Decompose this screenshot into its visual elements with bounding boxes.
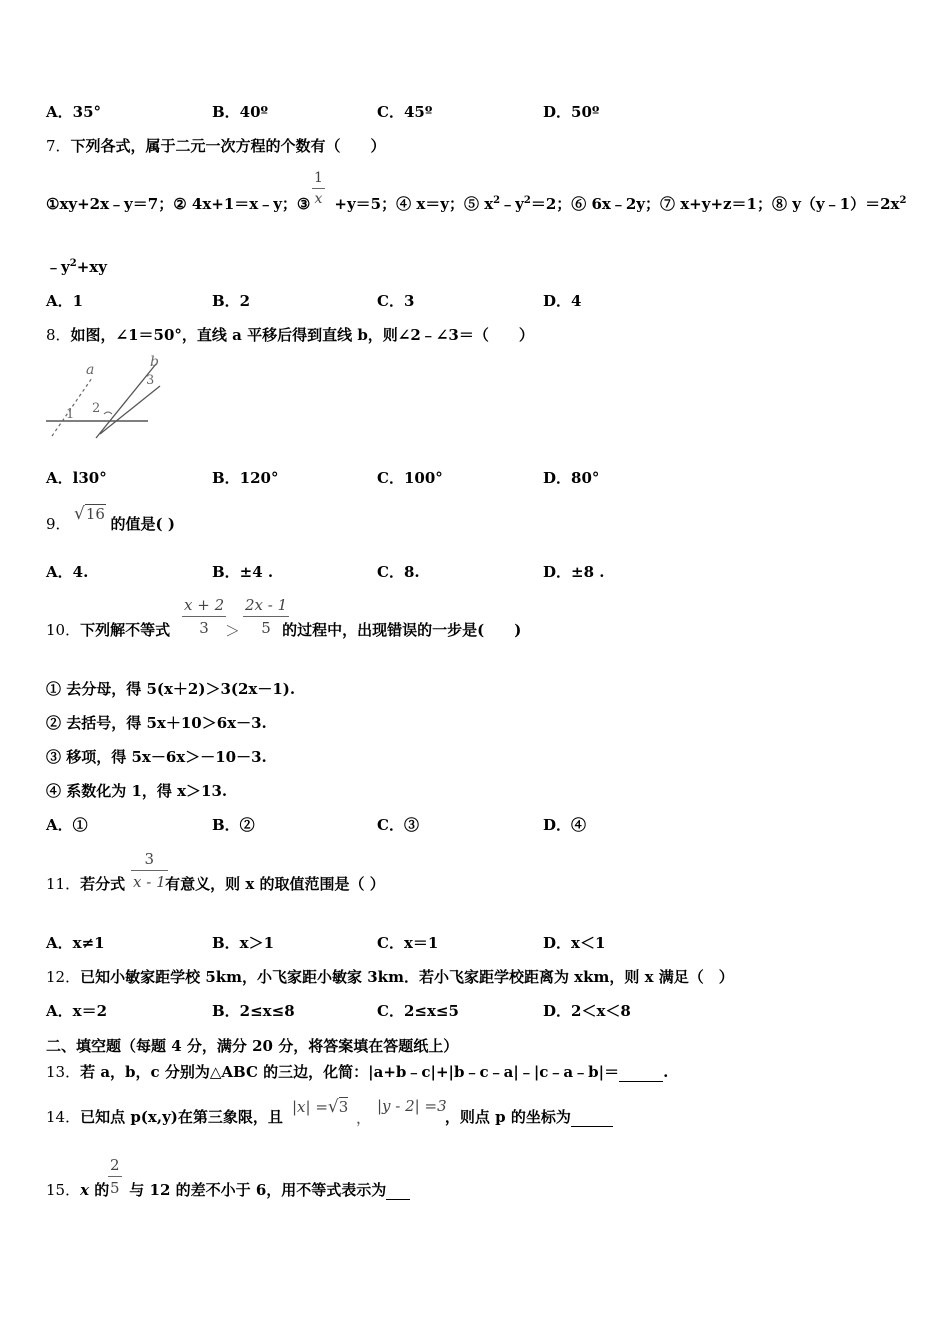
q8-line-c (100, 386, 160, 434)
q7-sup-d: 2 (69, 258, 77, 269)
q12-option-a: A．x＝2 (46, 1002, 108, 1020)
q8-stem-line (46, 325, 534, 345)
q8-label-1: 1 (66, 407, 75, 422)
q15-frac-bar (108, 1176, 122, 1177)
q13-stem: 若 a，b，c 分别为△ABC 的三边，化简：|a+b﹣c|+|b﹣c﹣a|﹣|c﹣a﹣b|＝ (80, 1063, 620, 1081)
q14-answer-blank[interactable] (571, 1126, 613, 1127)
q7-items-b: +y＝5；④ x＝y；⑤ x (334, 195, 494, 213)
q14-comma: ， (356, 1109, 372, 1127)
q8-option-c: C．100° (377, 469, 443, 487)
q14-number: 14． (46, 1108, 81, 1126)
q7-sup-b: 2 (523, 195, 531, 206)
q10-option-d: D．④ (543, 816, 587, 834)
q14-radical-icon: √ (327, 1097, 339, 1117)
q14-abs-y: |y - 2| =3 (377, 1097, 447, 1115)
q7-stem-line (46, 136, 386, 156)
q10-rhs-bar (243, 616, 289, 617)
q9-option-b: B．±4 . (212, 563, 274, 581)
q10-rhs-den: 5 (261, 619, 271, 637)
q9-stem-line (46, 514, 175, 534)
q10-lhs-den: 3 (199, 619, 209, 637)
q10-lhs-bar (182, 616, 226, 617)
section-2-title: 二、填空题（每题 4 分，满分 20 分，将答案填在答题纸上） (46, 1037, 459, 1055)
q9-option-a: A．4. (46, 563, 89, 581)
q10-rhs-num: 2x - 1 (245, 596, 288, 614)
q6-option-c: C．45º (377, 103, 433, 121)
q10-step-2: ② 去括号，得 5x＋10＞6x－3. (46, 714, 267, 732)
q10-step-3: ③ 移项，得 5x－6x＞－10－3. (46, 748, 267, 766)
q13-number: 13． (46, 1063, 81, 1081)
q7-option-a: A．1 (46, 292, 84, 310)
q8-angle-arc (104, 412, 112, 414)
q7-sup-c: 2 (899, 195, 907, 206)
q9-option-d: D．±8 . (543, 563, 605, 581)
q14-stem-a: 已知点 p(x,y)在第三象限，且 (80, 1108, 283, 1126)
q11-frac-num: 3 (144, 850, 155, 868)
q8-option-b: B．120° (212, 469, 279, 487)
q8-stem: 如图，∠1＝50°，直线 a 平移后得到直线 b，则∠2﹣∠3＝（ ） (70, 326, 534, 344)
q14-abs-x-expr: |x| = (292, 1098, 328, 1116)
q7-items-line2 (46, 257, 107, 277)
q12-option-d: D．2＜x＜8 (543, 1002, 631, 1020)
q10-option-b: B．② (212, 816, 255, 834)
q7-items-line2-a: ﹣y (46, 258, 70, 276)
q15-stem-line (46, 1180, 410, 1200)
q8-label-3: 3 (146, 373, 155, 388)
q14-stem-b: ，则点 p 的坐标为 (444, 1108, 571, 1126)
q7-items-line2-b: +xy (76, 258, 107, 276)
q9-radical-icon: √ (74, 504, 85, 524)
q7-items-c: ﹣y (500, 195, 524, 213)
q11-stem-a: 若分式 (80, 875, 126, 893)
q8-figure (42, 352, 159, 444)
q11-fraction (131, 850, 168, 891)
q12-option-c: C．2≤x≤5 (377, 1002, 459, 1020)
q11-stem-line (46, 874, 385, 894)
q7-items-a: ①xy+2x﹣y＝7；② 4x+1＝x﹣y；③ (46, 195, 311, 213)
q11-stem-b: 有意义，则 x 的取值范围是（ ） (165, 875, 385, 893)
q12-option-b: B．2≤x≤8 (212, 1002, 295, 1020)
q10-rhs-fraction (243, 596, 289, 637)
q11-option-d: D．x＜1 (543, 934, 606, 952)
q10-lhs-num: x + 2 (184, 596, 225, 614)
q10-lhs-fraction (182, 596, 226, 637)
q10-stem-a: 下列解不等式 (80, 621, 171, 639)
q7-number: 7． (46, 137, 71, 155)
q15-frac-num: 2 (110, 1156, 120, 1174)
q7-items-d: ＝2；⑥ 6x﹣2y；⑦ x+y+z＝1；⑧ y（y﹣1）＝2x (530, 195, 900, 213)
q8-number: 8． (46, 326, 71, 344)
q10-number: 10． (46, 621, 81, 639)
q15-stem: 与 12 的差不小于 6，用不等式表示为 (129, 1181, 387, 1199)
q15-de: 的 (94, 1181, 110, 1199)
q11-option-b: B．x＞1 (212, 934, 275, 952)
q7-sup-a: 2 (493, 195, 501, 206)
q11-number: 11． (46, 875, 81, 893)
q10-greater-than: ＞ (225, 622, 241, 640)
q12-stem-line (46, 967, 734, 987)
q7-stem: 下列各式，属于二元一次方程的个数有（ ） (70, 137, 386, 155)
q8-label-2: 2 (92, 401, 101, 416)
q7-frac-bar (312, 188, 325, 189)
q11-option-a: A．x≠1 (46, 934, 105, 952)
q6-option-d: D．50º (543, 103, 600, 121)
q10-step-1: ① 去分母，得 5(x＋2)＞3(2x－1). (46, 680, 296, 698)
q15-number: 15． (46, 1181, 81, 1199)
q10-step-4: ④ 系数化为 1，得 x＞13. (46, 782, 228, 800)
q10-stem-b: 的过程中，出现错误的一步是( ) (282, 621, 522, 639)
q8-label-b: b (150, 354, 159, 370)
q7-option-b: B．2 (212, 292, 251, 310)
q9-sqrt (74, 504, 106, 524)
q11-frac-den: x - 1 (133, 873, 166, 891)
q13-end: . (663, 1063, 669, 1081)
q13-answer-blank[interactable] (619, 1081, 663, 1082)
q8-option-d: D．80° (543, 469, 600, 487)
q6-option-b: B．40º (212, 103, 269, 121)
q7-frac-den: x (314, 191, 323, 207)
q14-root: 3 (338, 1098, 349, 1116)
q9-option-c: C．8. (377, 563, 420, 581)
q12-stem: 已知小敏家距学校 5km，小飞家距小敏家 3km．若小飞家距学校距离为 xkm，则 x 满足（ ） (80, 968, 734, 986)
q9-stem: 的值是( ) (110, 515, 175, 533)
q6-option-a: A．35° (46, 103, 102, 121)
q14-abs-x (292, 1097, 348, 1117)
q7-option-c: C．3 (377, 292, 415, 310)
q15-x: x (80, 1181, 90, 1199)
q9-radicand: 16 (85, 505, 105, 523)
q8-label-a: a (86, 362, 95, 378)
q13-stem-line (46, 1062, 668, 1082)
q10-option-a: A．① (46, 816, 88, 834)
q9-number: 9． (46, 515, 71, 533)
q15-fraction (108, 1156, 122, 1197)
q10-option-c: C．③ (377, 816, 419, 834)
q7-option-d: D．4 (543, 292, 582, 310)
q7-frac-num: 1 (314, 170, 323, 186)
q15-frac-den: 5 (110, 1179, 120, 1197)
q11-option-c: C．x＝1 (377, 934, 439, 952)
q8-option-a: A．l30° (46, 469, 107, 487)
q11-frac-bar (131, 870, 168, 871)
q15-answer-blank[interactable] (386, 1199, 410, 1200)
q12-number: 12． (46, 968, 81, 986)
q7-items-line1 (46, 194, 906, 214)
q7-fraction (312, 170, 325, 207)
